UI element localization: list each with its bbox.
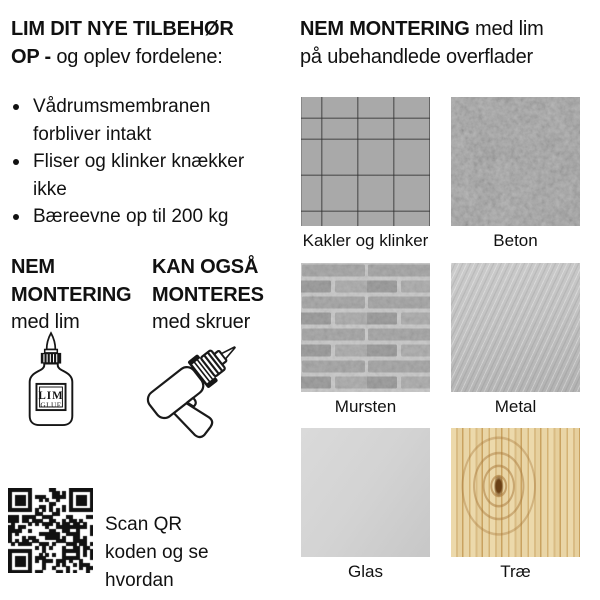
- benefit-item: [11, 148, 277, 203]
- materials-headline-bold: NEM MONTERING: [300, 18, 470, 40]
- glue-method-title-line1: NEM: [11, 256, 55, 278]
- materials-headline: [300, 15, 544, 71]
- material-label-glass: Glas: [348, 562, 383, 581]
- brick-swatch: [301, 263, 430, 392]
- material-cell-concrete: [451, 97, 580, 251]
- qr-caption-line: hvordan: [105, 570, 174, 591]
- material-label-concrete: Beton: [493, 231, 538, 250]
- materials-headline-regular2: på ubehandlede overflader: [300, 46, 533, 68]
- glue-bottle-label-glue: GLUE: [40, 401, 62, 410]
- material-label-metal: Metal: [494, 397, 537, 416]
- main-headline: [11, 15, 234, 71]
- metal-swatch: [451, 263, 580, 392]
- glass-swatch: [301, 428, 430, 557]
- materials-headline-regular1: med lim: [474, 18, 544, 40]
- qr-caption-line: Scan QR: [105, 514, 183, 535]
- material-cell-brick: [301, 263, 430, 417]
- tiles-swatch: [301, 97, 430, 226]
- concrete-texture: [451, 97, 580, 226]
- material-label-brick: Mursten: [334, 397, 397, 416]
- glue-bottle-icon: [20, 330, 82, 432]
- material-cell-glass: [301, 428, 430, 582]
- benefit-text: Fliser og klinker knækker ikke: [33, 151, 245, 200]
- qr-code: [8, 488, 93, 573]
- screw-method-title: [152, 254, 264, 337]
- qr-caption-line: koden og se: [105, 542, 209, 563]
- material-cell-tiles: [301, 97, 430, 251]
- benefit-item: [11, 203, 277, 231]
- screw-method-title-line2: MONTERES: [152, 283, 264, 306]
- glue-method-subtitle: med lim: [11, 311, 80, 333]
- drill-icon: [138, 330, 250, 440]
- main-headline-regular: og oplev fordelene:: [56, 46, 223, 68]
- main-headline-bold-prefix: OP -: [11, 46, 57, 68]
- benefit-text: Bæreevne op til 200 kg: [33, 206, 229, 227]
- material-cell-metal: [451, 263, 580, 417]
- material-label-tiles: Kakler og klinker: [302, 231, 429, 250]
- glue-bottle-label-lim: LIM: [38, 389, 64, 402]
- brick-texture: [301, 263, 430, 392]
- glue-method-title-line2: MONTERING: [11, 283, 132, 306]
- benefit-text: Vådrumsmembranen: [33, 96, 211, 117]
- benefit-item: [11, 93, 277, 148]
- benefit-text: forbliver intakt: [33, 123, 152, 145]
- concrete-swatch: [451, 97, 580, 226]
- material-label-wood: Træ: [500, 562, 531, 581]
- screw-method-subtitle: med skruer: [152, 311, 251, 333]
- main-headline-bold-line1: LIM DIT NYE TILBEHØR: [11, 18, 234, 40]
- material-cell-wood: [451, 428, 580, 582]
- benefit-list: [11, 93, 277, 231]
- screw-method-title-line1: KAN OGSÅ: [152, 256, 259, 278]
- wood-swatch: [451, 428, 580, 557]
- qr-caption: [105, 511, 209, 595]
- glue-method-title: [11, 254, 131, 337]
